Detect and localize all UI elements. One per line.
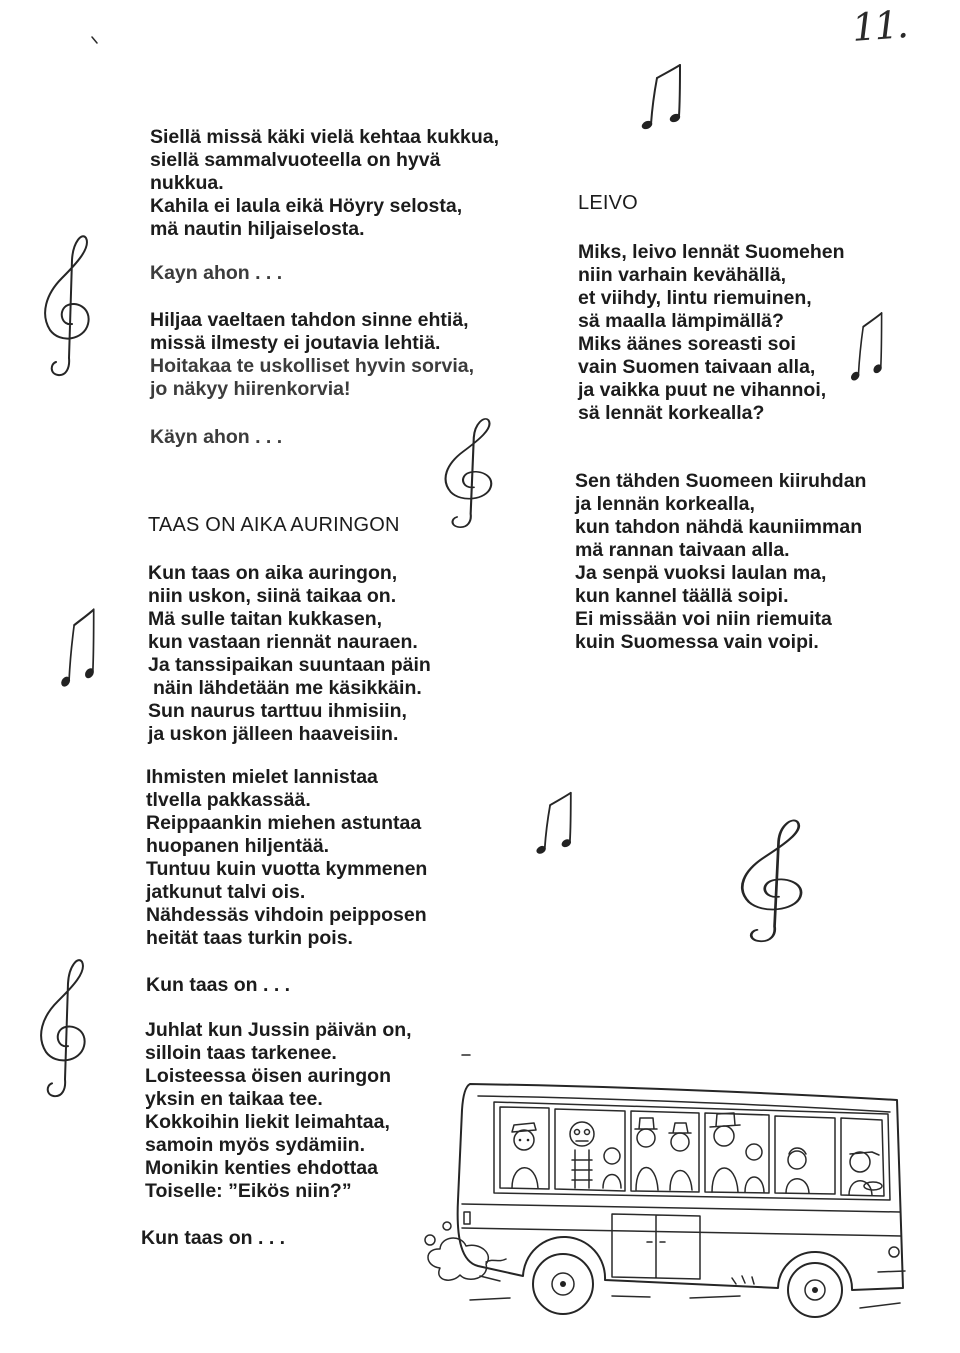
refrain-line: Kun taas on . . . bbox=[146, 974, 291, 996]
bus-illustration bbox=[425, 1084, 905, 1317]
lyric-line: Hiljaa vaeltaen tahdon sinne ehtiä, bbox=[150, 309, 469, 331]
song-1-refrain-1 bbox=[150, 262, 282, 285]
lyric-line: Ei missään voi niin riemuita bbox=[575, 608, 832, 630]
page-number: 11. bbox=[850, 2, 908, 50]
music-note-icon bbox=[850, 313, 883, 382]
lyric-line: kun tahdon nähdä kauniimman bbox=[575, 516, 863, 538]
exhaust-cloud bbox=[425, 1222, 506, 1281]
lyric-line: kun vastaan riennät nauraen. bbox=[148, 631, 418, 653]
bus-trim-line bbox=[462, 1228, 901, 1236]
lyric-line: mä rannan taivaan alla. bbox=[575, 539, 790, 561]
song-3-stanza-1 bbox=[578, 241, 845, 425]
lyric-line: nukkua. bbox=[150, 172, 224, 194]
bus-window bbox=[775, 1116, 835, 1194]
bus-trim-line bbox=[462, 1204, 900, 1212]
bus-wheel bbox=[788, 1263, 842, 1317]
lyric-line: heität taas turkin pois. bbox=[146, 927, 353, 949]
lyric-line: jo näkyy hiirenkorvia! bbox=[150, 378, 351, 400]
lyric-line: Kahila ei laula eikä Höyry selosta, bbox=[150, 195, 463, 217]
song-2-refrain-2 bbox=[141, 1227, 285, 1250]
lyric-line: kun kannel täällä soipi. bbox=[575, 585, 789, 607]
lyric-line: niin varhain kevähällä, bbox=[578, 264, 787, 286]
treble-clef-icon bbox=[742, 820, 801, 941]
bus-window bbox=[705, 1113, 769, 1193]
treble-clef-icon bbox=[45, 236, 89, 375]
song-2-refrain-1 bbox=[146, 974, 290, 997]
lyric-line: Mä sulle taitan kukkasen, bbox=[148, 608, 383, 630]
lyric-line: ja uskon jälleen haaveisiin. bbox=[148, 723, 399, 745]
lyric-line: Ihmisten mielet lannistaa bbox=[146, 766, 378, 788]
music-note-icon bbox=[640, 65, 681, 131]
refrain-line: Kayn ahon . . . bbox=[150, 262, 283, 284]
bus-taillight bbox=[464, 1212, 470, 1224]
bus-headlight bbox=[889, 1247, 899, 1257]
lyric-line: Sen tähden Suomeen kiiruhdan bbox=[575, 470, 867, 492]
song-1-stanza-1 bbox=[150, 126, 499, 241]
lyric-line: Reippaankin miehen astuntaa bbox=[146, 812, 422, 834]
song-3-title bbox=[578, 192, 638, 215]
lyric-line: näin lähdetään me käsikkäin. bbox=[153, 677, 422, 699]
song-2-stanza-2 bbox=[146, 766, 427, 950]
lyric-line: Tuntuu kuin vuotta kymmenen bbox=[146, 858, 428, 880]
passenger bbox=[635, 1118, 692, 1190]
lyric-line: ja vaikka puut ne vihannoi, bbox=[578, 379, 827, 401]
lyric-line: niin uskon, siinä taikaa on. bbox=[148, 585, 397, 607]
lyric-line: silloin taas tarkenee. bbox=[145, 1042, 337, 1064]
song-title: TAAS ON AIKA AURINGON bbox=[148, 514, 400, 536]
bus-door bbox=[612, 1214, 700, 1279]
treble-clef-icon bbox=[41, 960, 85, 1096]
lyric-line: et viihdy, lintu riemuinen, bbox=[578, 287, 812, 309]
bus-driver bbox=[849, 1152, 882, 1195]
lyric-line: jatkunut talvi ois. bbox=[146, 881, 306, 903]
bus-body bbox=[458, 1084, 903, 1290]
lyric-line: tlvella pakkassää. bbox=[146, 789, 311, 811]
music-note-icon bbox=[535, 793, 572, 855]
passenger bbox=[512, 1123, 538, 1188]
lyric-line: Juhlat kun Jussin päivän on, bbox=[145, 1019, 412, 1041]
bus-window bbox=[631, 1111, 699, 1192]
lyric-line: Hoitakaa te uskolliset hyvin sorvia, bbox=[150, 355, 475, 377]
lyric-line: Loisteessa öisen auringon bbox=[145, 1065, 391, 1087]
bus-wheel bbox=[533, 1254, 593, 1314]
lyric-line: sä lennät korkealla? bbox=[578, 402, 765, 424]
lyric-line: Sun naurus tarttuu ihmisiin, bbox=[148, 700, 407, 722]
lyric-line: samoin myös sydämiin. bbox=[145, 1134, 365, 1156]
lyric-line: Siellä missä käki vielä kehtaa kukkua, bbox=[150, 126, 500, 148]
bus-window bbox=[555, 1109, 625, 1191]
song-2-stanza-3 bbox=[145, 1019, 412, 1203]
lyric-line: Ja tanssipaikan suuntaan päin bbox=[148, 654, 431, 676]
bus-bumper bbox=[878, 1271, 905, 1272]
lyric-line: mä nautin hiljaiselosta. bbox=[150, 218, 365, 240]
lyric-line: Kun taas on aika auringon, bbox=[148, 562, 398, 584]
lyric-line: Miks, leivo lennät Suomehen bbox=[578, 241, 845, 263]
bus-roof-line bbox=[478, 1096, 890, 1112]
stray-mark bbox=[92, 37, 97, 43]
treble-clef-icon bbox=[446, 419, 492, 527]
lyric-line: vain Suomen taivaan alla, bbox=[578, 356, 816, 378]
lyric-line: kuin Suomessa vain voipi. bbox=[575, 631, 819, 653]
song-1-refrain-2 bbox=[150, 426, 282, 449]
bus-window-frame bbox=[494, 1102, 890, 1200]
lyric-line: huopanen hiljentää. bbox=[146, 835, 330, 857]
lyric-line: Ja senpä vuoksi laulan ma, bbox=[575, 562, 827, 584]
lyric-line: Monikin kenties ehdottaa bbox=[145, 1157, 378, 1179]
song-2-title bbox=[148, 514, 400, 537]
refrain-line: Käyn ahon . . . bbox=[150, 426, 283, 448]
passenger bbox=[570, 1122, 621, 1188]
lyric-line: Nähdessäs vihdoin peipposen bbox=[146, 904, 427, 926]
bus-window bbox=[500, 1107, 549, 1189]
bus-windshield bbox=[841, 1118, 884, 1196]
song-title: LEIVO bbox=[578, 192, 638, 214]
lyric-line: Kokkoihin liekit leimahtaa, bbox=[145, 1111, 390, 1133]
lyric-line: sä maalla lämpimällä? bbox=[578, 310, 784, 332]
lyric-line: Miks äänes soreasti soi bbox=[578, 333, 796, 355]
passenger bbox=[710, 1113, 764, 1192]
ground-marks bbox=[470, 1276, 900, 1308]
lyric-line: yksin en taikaa tee. bbox=[145, 1088, 323, 1110]
passenger bbox=[786, 1148, 809, 1193]
lyric-line: siellä sammalvuoteella on hyvä bbox=[150, 149, 441, 171]
refrain-line: Kun taas on . . . bbox=[141, 1227, 286, 1249]
music-note-icon bbox=[60, 610, 95, 689]
lyric-line: Toiselle: ”Eikös niin?” bbox=[145, 1180, 352, 1202]
song-3-stanza-2 bbox=[575, 470, 866, 654]
lyric-line: missä ilmesty ei joutavia lehtiä. bbox=[150, 332, 441, 354]
song-1-stanza-2 bbox=[150, 309, 474, 401]
song-2-stanza-1 bbox=[148, 562, 431, 746]
lyric-line: ja lennän korkealla, bbox=[575, 493, 755, 515]
